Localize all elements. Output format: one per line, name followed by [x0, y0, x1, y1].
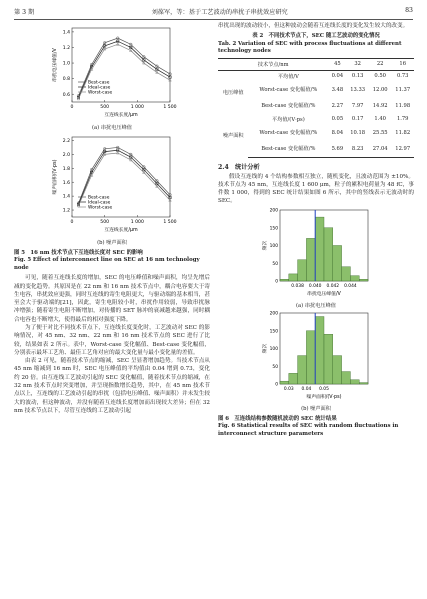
- table2-caption-cn: 表 2 不同技术节点下，SEC 随工艺波动的变化情况: [252, 33, 380, 40]
- histogram-bar: [359, 382, 368, 383]
- histogram-bar: [342, 371, 351, 383]
- y-tick-label: 0.6: [62, 92, 70, 98]
- fig6a-histogram: [218, 206, 414, 298]
- x-axis-label: 互连线长度/μm: [104, 113, 138, 118]
- group-label: 噪声面积: [222, 132, 244, 139]
- y-tick-label: 1.2: [62, 46, 70, 52]
- x-tick-label: 0.044: [344, 283, 357, 289]
- histogram-bar: [289, 274, 298, 281]
- fig6-caption-en: [218, 423, 414, 438]
- table-row: [218, 114, 414, 125]
- table-cell: 8.23: [346, 141, 369, 158]
- x-tick-label: 1 000: [130, 105, 144, 110]
- table-cell: 25.55: [372, 129, 388, 136]
- legend-label: Ideal-case: [88, 200, 111, 206]
- table-cell: 1.79: [396, 116, 409, 123]
- histogram-bar: [350, 379, 359, 383]
- fig5b-chart: [14, 131, 210, 235]
- table-header-cell: 技术节点/nm: [218, 58, 328, 70]
- table-cell: 12.00: [372, 86, 388, 93]
- x-axis-label: 串扰电压峰值/V: [307, 291, 341, 297]
- fig6a-label: (a) 串扰电压峰值: [296, 302, 336, 309]
- histogram-bar: [280, 381, 289, 384]
- x-tick-label: 0.03: [283, 386, 294, 392]
- y-tick-label: 1.4: [62, 30, 70, 36]
- histogram-bar: [298, 355, 307, 383]
- y-tick-label: 0: [275, 382, 278, 388]
- table-header-cell: 22: [369, 58, 392, 70]
- histogram-bar: [280, 279, 289, 281]
- y-axis-label: 串扰电压峰值/V: [53, 48, 58, 82]
- histogram-bar: [306, 330, 315, 383]
- y-tick-label: 0: [275, 279, 278, 285]
- fig6b-label: (b) 噪声面积: [301, 405, 331, 412]
- histogram-bar: [350, 275, 359, 280]
- x-tick-label: 1 500: [163, 105, 177, 110]
- table-cell: 11.98: [395, 102, 411, 109]
- running-title: 刘葆军，等：基于工艺波动的串扰子串扰效应研究: [151, 9, 288, 16]
- paragraph-3: 由表 2 可见，随着技术节点的缩减，SEC 呈显著增加趋势。当技术节点从 45 nm 缩减到 16 nm 时，SEC 电压峰值的平均值由 0.04 增到 0.73，变化约 20 倍。由互连线工艺波动引起的 SEC 变化幅值，随着技术节点的缩减，在 32 nm 技术节点时突变增加，并呈现指数增长趋势，其中，在 45 nm 技术节点以上，互连线的工艺波动引起的串扰（包括电压峰值、噪声面积）并未发生较大的波动，但这种波动，并没有随着互连线长度增加而出现较大差异；但在 32 nm 技术节点以下，尽管互连线的工艺波动引起: [14, 358, 210, 414]
- table-cell: 5.69: [328, 141, 346, 158]
- y-tick-label: 50: [272, 364, 278, 370]
- y-tick-label: 1.8: [62, 166, 70, 172]
- x-tick-label: 0: [70, 220, 74, 225]
- y-tick-label: 200: [269, 208, 278, 214]
- x-axis-label: 噪声面积/(V·ps): [306, 394, 342, 400]
- histogram-bar: [333, 245, 342, 281]
- section-title: 2.4 统计分析: [218, 163, 260, 171]
- table-cell: 7.97: [351, 102, 364, 109]
- table-cell: 8.04: [331, 129, 344, 136]
- row-label: Worst-case 变化幅值/%: [259, 130, 318, 137]
- x-axis-label: 互连线长度/μm: [104, 228, 138, 233]
- fig6-en-number: Fig. 6: [218, 423, 236, 430]
- table2-en-number: Tab. 2: [218, 40, 237, 47]
- page-header: [14, 7, 413, 20]
- table2-en-text: Variation of SEC with process fluctuations at different technology nodes: [218, 40, 402, 55]
- group-label: 电压峰值: [222, 89, 244, 96]
- legend-label: Best-case: [88, 195, 110, 201]
- table-cell: 13.33: [350, 86, 366, 93]
- table-cell: 3.48: [331, 86, 344, 93]
- table-cell: 27.04: [369, 141, 392, 158]
- page-number: 83: [405, 7, 413, 14]
- histogram-bar: [315, 316, 324, 383]
- right-column: [218, 22, 414, 438]
- y-axis-label: 频次: [263, 343, 268, 354]
- histogram-bar: [298, 259, 307, 280]
- histogram-bar: [324, 334, 333, 384]
- paragraph-top-right: 串扰出现的波动较小，但这种波动会随着互连线长度的变化发生较大的改变。: [218, 23, 409, 29]
- table-cell: 11.82: [395, 129, 411, 136]
- table-row: [218, 70, 414, 82]
- table-cell: 0.04: [331, 73, 344, 80]
- row-label: Best-case 变化幅值/%: [261, 103, 316, 110]
- table-cell: 14.92: [372, 102, 388, 109]
- table-cell: 0.73: [396, 73, 409, 80]
- y-axis-label: 噪声面积/(V·ps): [53, 159, 58, 195]
- histogram-bar: [342, 267, 351, 281]
- legend-label: Worst-case: [88, 205, 113, 211]
- histogram-bar: [289, 373, 298, 384]
- histogram-bar: [333, 355, 342, 383]
- legend-label: Worst-case: [88, 90, 113, 96]
- row-label: Worst-case 变化幅值/%: [259, 87, 318, 94]
- row-label: 平均值/V: [277, 73, 299, 80]
- x-tick-label: 1 000: [130, 220, 144, 225]
- table-cell: 1.40: [374, 116, 386, 123]
- x-tick-label: 1 500: [163, 220, 177, 225]
- paragraph-stat: 假设互连线的 4 个结构参数相互独立，随机变化，且波动范围为 ±10%。技术节点为 45 nm，互连线长度 1 600 μm，粒子的累积电荷量为 48 fC，事件数 1 000，得到的 SEC 统计结果如图 6 所示，其中的竖线表示无波动时的 SEC。: [218, 173, 414, 205]
- y-tick-label: 1.2: [62, 208, 70, 214]
- x-tick-label: 500: [100, 220, 110, 225]
- table-cell: 0.17: [351, 116, 364, 123]
- y-tick-label: 150: [269, 329, 278, 335]
- fig5-en-number: Fig. 5: [14, 257, 32, 264]
- x-tick-label: 0.040: [308, 283, 322, 289]
- fig6-en-text: Statistical results of SEC with random fluctuations in interconnect structure parameters: [218, 423, 399, 437]
- fig5a-chart: [14, 22, 210, 120]
- table-cell: 0.50: [374, 73, 386, 80]
- fig5a-label: (a) 串扰电压峰值: [92, 125, 132, 131]
- y-tick-label: 1.4: [62, 194, 70, 200]
- table2: [218, 58, 414, 158]
- y-tick-label: 100: [269, 346, 278, 352]
- table-cell: 12.97: [391, 141, 414, 158]
- legend-label: Best-case: [88, 80, 110, 86]
- fig6-caption-cn: 图 6 互连线结构参数随机波动的 SEC 统计结果: [218, 415, 337, 422]
- fig6b-histogram: [218, 309, 414, 401]
- paragraph-1: 可见，随着互连线长度的增加，SEC 的电压峰值和噪声面积，均呈先增后减的变化趋势。其原因是在 22 nm 和 16 nm 技术节点中，耦合电容要大于寄生电容，串扰效应更强，同时互连线的寄生电阻更大，与驱动端的基本相当，甚至会大于驱动端的[21]，因此，寄生电阻较小时，串扰作用较弱，导致串扰脉冲增强；随着寄生电阻不断增加，对传播的 SET 脉冲的衰减越来越强，同时耦合电容也不断增大，使得最后的相对强度下降。: [14, 275, 210, 323]
- paragraph-2: 为了便于对比不同技术节点下，互连线长度变化时，工艺波动对 SEC 的影响情况，对 45 nm、32 nm、22 nm 和 16 nm 技术节点的 SEC 进行了比较，结果如表 2 所示。表中，Worst-case 变化幅值、Best-case 变化幅值，分别表示最坏工艺角、最佳工艺角对应的最大变化量与最小变化量的差值。: [14, 325, 210, 356]
- table2-caption-en: [218, 41, 414, 56]
- table-cell: 11.37: [395, 86, 411, 93]
- legend-label: Ideal-case: [88, 85, 111, 91]
- y-tick-label: 200: [269, 311, 278, 317]
- table-cell: 2.27: [331, 102, 344, 109]
- x-tick-label: 0.038: [291, 283, 304, 289]
- y-tick-label: 0.8: [62, 77, 70, 83]
- y-tick-label: 1.6: [62, 180, 70, 186]
- y-tick-label: 50: [272, 261, 278, 267]
- x-tick-label: 0.05: [319, 386, 329, 392]
- issue-number: 第 3 期: [14, 9, 35, 16]
- row-label: Best-case 变化幅值/%: [248, 141, 328, 158]
- histogram-bar: [359, 279, 368, 281]
- left-column: [14, 22, 210, 415]
- table-header-cell: 45: [328, 58, 346, 70]
- y-tick-label: 150: [269, 226, 278, 232]
- table-cell: 10.18: [350, 129, 366, 136]
- x-tick-label: 500: [100, 105, 110, 110]
- y-axis-label: 频次: [263, 240, 268, 251]
- x-tick-label: 0.042: [326, 283, 340, 289]
- x-tick-label: 0: [70, 105, 74, 110]
- table-header-cell: 32: [346, 58, 369, 70]
- table-cell: 0.13: [351, 73, 364, 80]
- histogram-bar: [306, 238, 315, 281]
- table-cell: 0.05: [331, 116, 344, 123]
- histogram-bar: [324, 227, 333, 280]
- fig5b-label: (b) 噪声面积: [97, 240, 127, 246]
- y-tick-label: 2.2: [62, 139, 70, 145]
- table-header-cell: 16: [391, 58, 414, 70]
- fig5-caption-en: [14, 257, 210, 272]
- fig5-caption-cn: 图 5 16 nm 技术节点下互连线长度对 SEC 的影响: [14, 250, 143, 256]
- x-tick-label: 0.04: [301, 386, 312, 392]
- table-header-row: [218, 58, 414, 70]
- y-tick-label: 1.0: [62, 61, 70, 67]
- y-tick-label: 100: [269, 243, 278, 249]
- row-label: 平均值/(V·ps): [271, 116, 305, 123]
- fig5-en-text: Effect of interconnect line on SEC at 16 nm technology node: [14, 257, 200, 271]
- histogram-bar: [315, 217, 324, 281]
- y-tick-label: 2.0: [62, 152, 70, 158]
